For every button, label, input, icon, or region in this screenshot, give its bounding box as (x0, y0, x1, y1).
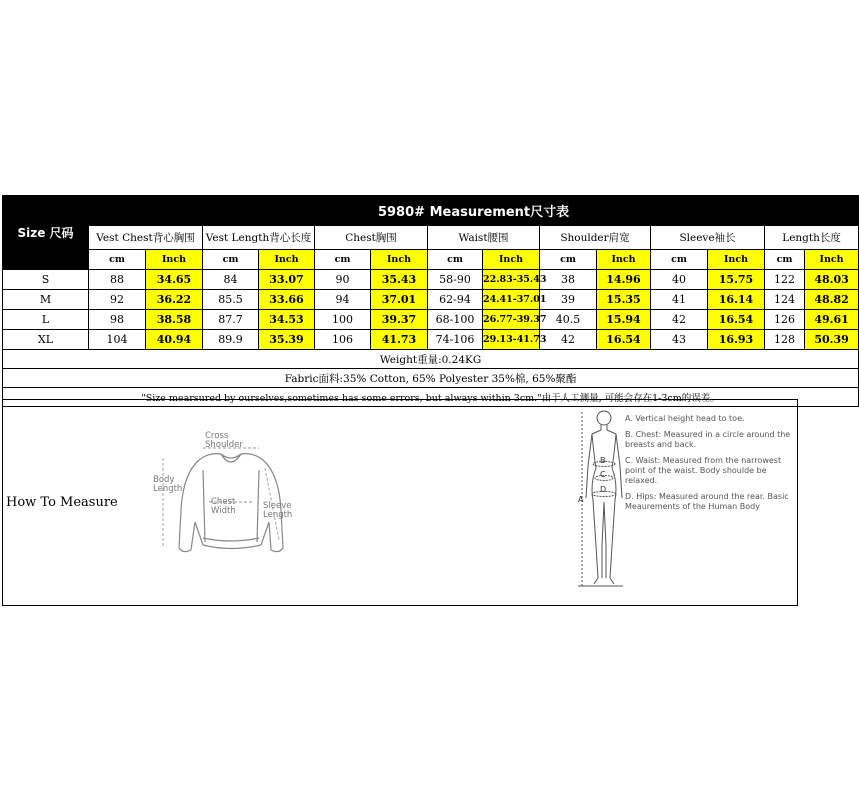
size-chart (2, 195, 849, 407)
measurement-table (2, 195, 859, 407)
cross-shoulder-label-2: Shoulder (205, 440, 243, 450)
cm-value-cell: 88 (89, 270, 146, 290)
col-header-chest: Chest胸围 (315, 226, 428, 250)
inch-value-cell: 50.39 (805, 330, 859, 350)
inch-value-cell: 39.37 (371, 310, 428, 330)
legend-item-b: B. Chest: Measured in a circle around the breasts and back. (625, 430, 791, 449)
col-header-waist: Waist腰围 (428, 226, 540, 250)
unit-inch: Inch (259, 250, 315, 270)
inch-value-cell: 37.01 (371, 290, 428, 310)
table-row (3, 290, 859, 310)
cm-value-cell: 40 (651, 270, 708, 290)
cm-value-cell: 41 (651, 290, 708, 310)
how-to-measure-section (2, 399, 798, 606)
inch-value-cell: 14.96 (597, 270, 651, 290)
cm-value-cell: 42 (540, 330, 597, 350)
inch-value-cell: 15.94 (597, 310, 651, 330)
inch-value-cell: 15.35 (597, 290, 651, 310)
fabric-info: Fabric面料:35% Cotton, 65% Polyester 35%棉, 65%聚酯 (3, 369, 859, 388)
inch-value-cell: 48.82 (805, 290, 859, 310)
table-row (3, 310, 859, 330)
cm-value-cell: 106 (315, 330, 371, 350)
table-row (3, 270, 859, 290)
figure-letter-a: A (578, 495, 584, 504)
inch-value-cell: 36.22 (146, 290, 203, 310)
table-row (3, 330, 859, 350)
body-length-label-2: Length (153, 484, 183, 494)
chest-width-label-1: Chest (211, 497, 236, 507)
unit-cm: cm (89, 250, 146, 270)
cm-value-cell: 85.5 (203, 290, 259, 310)
body-length-label-1: Body (153, 475, 175, 485)
cm-value-cell: 38 (540, 270, 597, 290)
unit-inch: Inch (146, 250, 203, 270)
cm-value-cell: 58-90 (428, 270, 483, 290)
legend-item-a: A. Vertical height head to toe. (625, 414, 745, 423)
shirt-diagram (151, 430, 301, 565)
chest-width-label-2: Width (211, 506, 236, 516)
cm-value-cell: 89.9 (203, 330, 259, 350)
size-cell: S (3, 270, 89, 290)
cm-value-cell: 90 (315, 270, 371, 290)
weight-info: Weight重量:0.24KG (3, 350, 859, 369)
cm-value-cell: 74-106 (428, 330, 483, 350)
how-to-measure-label: How To Measure (6, 495, 118, 510)
body-figure-diagram (578, 406, 623, 591)
size-note: "Size mearsured by ourselves,sometimes has some errors, but always within 3cm."由于人工测量, 可能会存在1-3cm的误差。 (3, 388, 859, 407)
inch-value-cell: 49.61 (805, 310, 859, 330)
unit-row (3, 250, 859, 270)
inch-value-cell: 35.39 (259, 330, 315, 350)
col-header-vest-chest: Vest Chest背心胸围 (89, 226, 203, 250)
unit-inch: Inch (371, 250, 428, 270)
inch-value-cell: 15.75 (708, 270, 765, 290)
inch-value-cell: 41.73 (371, 330, 428, 350)
inch-value-cell: 29.13-41.73 (483, 330, 540, 350)
unit-cm: cm (540, 250, 597, 270)
cm-value-cell: 126 (765, 310, 805, 330)
figure-letter-c: C (600, 470, 606, 479)
cm-value-cell: 39 (540, 290, 597, 310)
cm-value-cell: 43 (651, 330, 708, 350)
size-rows (3, 270, 859, 350)
cm-value-cell: 62-94 (428, 290, 483, 310)
inch-value-cell: 33.66 (259, 290, 315, 310)
col-header-length: Length长度 (765, 226, 859, 250)
cm-value-cell: 84 (203, 270, 259, 290)
col-header-shoulder: Shoulder肩宽 (540, 226, 651, 250)
figure-letter-d: D (600, 485, 607, 494)
sleeve-length-label-1: Sleeve (263, 501, 292, 511)
cm-value-cell: 68-100 (428, 310, 483, 330)
unit-cm: cm (428, 250, 483, 270)
unit-inch: Inch (805, 250, 859, 270)
figure-letter-b: B (600, 456, 606, 465)
inch-value-cell: 40.94 (146, 330, 203, 350)
size-cell: L (3, 310, 89, 330)
inch-value-cell: 34.65 (146, 270, 203, 290)
cm-value-cell: 124 (765, 290, 805, 310)
inch-value-cell: 16.54 (597, 330, 651, 350)
cm-value-cell: 104 (89, 330, 146, 350)
unit-cm: cm (765, 250, 805, 270)
cm-value-cell: 40.5 (540, 310, 597, 330)
inch-value-cell: 24.41-37.01 (483, 290, 540, 310)
sleeve-length-label-2: Length (263, 510, 293, 520)
legend-item-c: C. Waist: Measured from the narrowest point of the waist. Body shoulde be relaxed. (625, 456, 782, 485)
table-title: 5980# Measurement尺寸表 (89, 196, 859, 226)
unit-cm: cm (651, 250, 708, 270)
cm-value-cell: 94 (315, 290, 371, 310)
cm-value-cell: 42 (651, 310, 708, 330)
col-header-sleeve: Sleeve袖长 (651, 226, 765, 250)
unit-inch: Inch (597, 250, 651, 270)
size-header: Size 尺码 (3, 196, 89, 270)
cm-value-cell: 100 (315, 310, 371, 330)
inch-value-cell: 16.14 (708, 290, 765, 310)
col-header-vest-length: Vest Length背心长度 (203, 226, 315, 250)
unit-inch: Inch (483, 250, 540, 270)
measurement-legend (625, 414, 800, 518)
cm-value-cell: 128 (765, 330, 805, 350)
inch-value-cell: 22.83-35.43 (483, 270, 540, 290)
inch-value-cell: 38.58 (146, 310, 203, 330)
legend-item-d: D. Hips: Measured around the rear. Basic Meaurements of the Human Body (625, 492, 789, 511)
inch-value-cell: 16.93 (708, 330, 765, 350)
size-cell: XL (3, 330, 89, 350)
unit-cm: cm (315, 250, 371, 270)
cross-shoulder-label-1: Cross (205, 431, 229, 441)
inch-value-cell: 48.03 (805, 270, 859, 290)
inch-value-cell: 26.77-39.37 (483, 310, 540, 330)
cm-value-cell: 98 (89, 310, 146, 330)
unit-cm: cm (203, 250, 259, 270)
inch-value-cell: 16.54 (708, 310, 765, 330)
cm-value-cell: 92 (89, 290, 146, 310)
cm-value-cell: 122 (765, 270, 805, 290)
size-cell: M (3, 290, 89, 310)
inch-value-cell: 35.43 (371, 270, 428, 290)
inch-value-cell: 34.53 (259, 310, 315, 330)
unit-inch: Inch (708, 250, 765, 270)
cm-value-cell: 87.7 (203, 310, 259, 330)
inch-value-cell: 33.07 (259, 270, 315, 290)
